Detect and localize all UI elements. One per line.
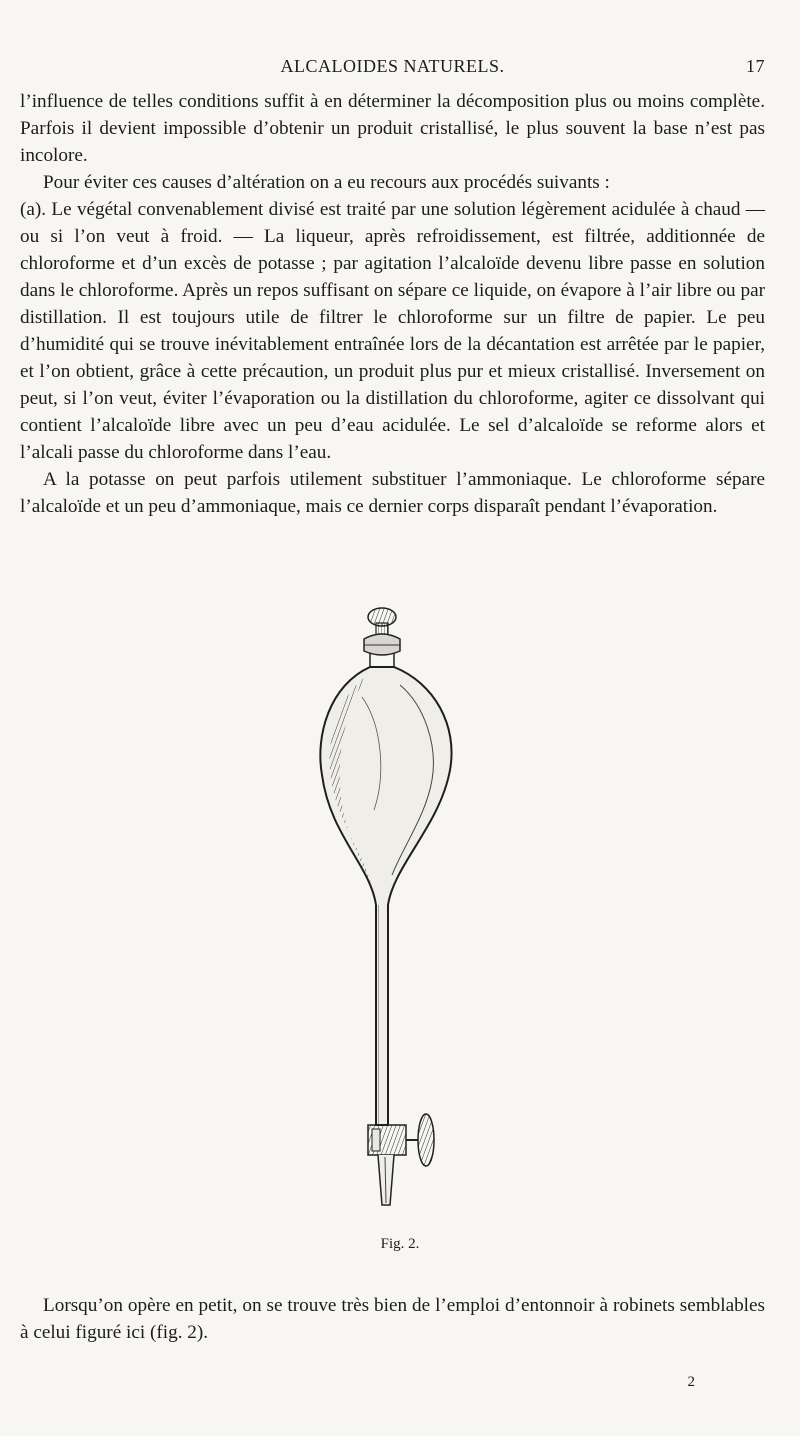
paragraph: Lorsqu’on opère en petit, on se trouve très bien de l’emploi d’entonnoir à robinets semblables à celui figuré ici (fig. 2). (20, 1295, 765, 1343)
running-header (20, 56, 765, 82)
paragraph: A la potasse on peut parfois utilement substituer l’ammoniaque. Le chloroforme sépare l’alcaloïde et un peu d’ammoniaque, mais ce dernier corps disparaît pendant l’évaporation. (20, 469, 765, 517)
page-number: 17 (746, 56, 765, 76)
paragraph: l’influence de telles conditions suffit à en déterminer la décomposition plus ou moins complète. Parfois il devient impossible d’obtenir un produit cristallisé, le plus souvent la base n’est pas incolore. (20, 91, 765, 166)
separatory-funnel-icon (300, 605, 480, 1230)
closing-text (20, 1292, 765, 1346)
separatory-funnel-illustration (300, 605, 480, 1230)
running-title: ALCALOIDES NATURELS. (280, 56, 505, 76)
body-text (20, 88, 765, 520)
signature-mark: 2 (687, 1374, 695, 1390)
paragraph: (a). Le végétal convenablement divisé est traité par une solution légèrement acidulée à chaud — ou si l’on veut à froid. — La liqueur, après refroidissement, est filtrée, additionnée de chloroforme et d’un excès de potasse ; par agitation l’alcaloïde devenu libre passe en solution dans le chloroforme. Après un repos suffisant on sépare ce liquide, on évapore à l’air libre ou par distillation. Il est toujours utile de filtrer le chloroforme sur un filtre de papier. Le peu d’humidité qui se trouve inévitablement entraînée lors de la décantation est arrêtée par le papier, et l’on obtient, grâce à cette précaution, un produit plus pur et mieux cristallisé. Inversement on peut, si l’on veut, éviter l’évaporation ou la distillation du chloroforme, agiter ce dissolvant qui contient l’alcaloïde libre avec un peu d’eau acidulée. Le sel d’alcaloïde se reforme alors et l’alcali passe du chloroforme dans l’eau. (20, 199, 765, 463)
figure-caption: Fig. 2. (380, 1236, 420, 1252)
paragraph: Pour éviter ces causes d’altération on a eu recours aux procédés suivants : (43, 172, 610, 193)
